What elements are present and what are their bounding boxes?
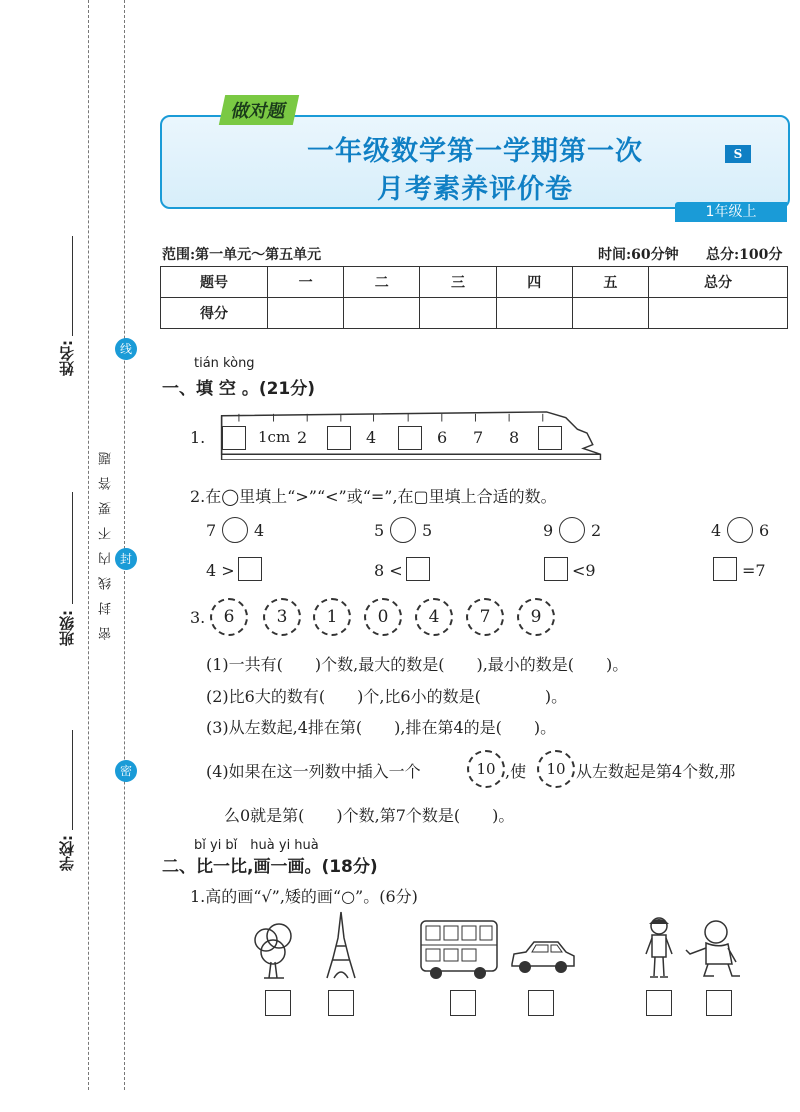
tree-icon bbox=[252, 922, 294, 980]
score-header-cell: 三 bbox=[420, 267, 496, 298]
number-token: 1 bbox=[313, 598, 351, 636]
car-icon bbox=[508, 938, 576, 976]
time-text: 时间:60分钟 bbox=[598, 247, 679, 263]
compare-circle[interactable] bbox=[559, 517, 585, 543]
number-token: 4 bbox=[415, 598, 453, 636]
s-badge: S bbox=[725, 145, 751, 163]
score-header-cell: 一 bbox=[268, 267, 344, 298]
score-cell[interactable] bbox=[572, 298, 648, 329]
q1-label: 1. bbox=[190, 428, 206, 447]
q2-left: 4 bbox=[711, 521, 722, 540]
ruler-box-5[interactable] bbox=[398, 426, 422, 450]
number-token: 7 bbox=[466, 598, 504, 636]
height-answer-box[interactable] bbox=[328, 990, 354, 1016]
school-blank[interactable] bbox=[72, 730, 73, 830]
q2-row2-text: 8 < bbox=[374, 561, 403, 580]
q2-right: 4 bbox=[254, 521, 265, 540]
compare-circle[interactable] bbox=[390, 517, 416, 543]
q2-row2-text: =7 bbox=[742, 561, 766, 580]
name-label: 姓名: bbox=[58, 340, 76, 376]
height-answer-box[interactable] bbox=[265, 990, 291, 1016]
title-banner bbox=[160, 95, 788, 220]
score-header-cell: 总分 bbox=[649, 267, 788, 298]
seal-mi-icon: 密 bbox=[115, 760, 137, 782]
score-cell[interactable] bbox=[649, 298, 788, 329]
s2-q1: 1.高的画“√”,矮的画“○”。(6分) bbox=[190, 887, 418, 906]
title-line-2: 月考素养评价卷 bbox=[377, 174, 573, 205]
seal-seal-icon: 封 bbox=[115, 548, 137, 570]
compare-circle[interactable] bbox=[222, 517, 248, 543]
height-answer-box[interactable] bbox=[646, 990, 672, 1016]
q2-right: 5 bbox=[422, 521, 433, 540]
q2-left: 9 bbox=[543, 521, 554, 540]
number-token-10: 10 bbox=[537, 750, 575, 788]
height-answer-box[interactable] bbox=[528, 990, 554, 1016]
q2-row2-text: <9 bbox=[572, 561, 596, 580]
q3-4b: ,使 bbox=[505, 762, 527, 781]
score-header-cell: 四 bbox=[496, 267, 572, 298]
q3-label: 3. bbox=[190, 608, 206, 627]
q2-text: 2.在◯里填上“>”“<”或“=”,在▢里填上合适的数。 bbox=[190, 487, 557, 506]
number-token: 3 bbox=[263, 598, 301, 636]
number-token: 6 bbox=[210, 598, 248, 636]
answer-box[interactable] bbox=[544, 557, 568, 581]
standing-boy-icon bbox=[644, 916, 674, 980]
section1-title: 一、填 空 。(21分) bbox=[162, 379, 316, 399]
class-blank[interactable] bbox=[72, 492, 73, 604]
ruler-box-9[interactable] bbox=[538, 426, 562, 450]
bus-icon bbox=[418, 917, 500, 981]
q2-left: 5 bbox=[374, 521, 385, 540]
score-header-cell: 题号 bbox=[161, 267, 268, 298]
ruler-label: 7 bbox=[473, 428, 484, 447]
ruler-label: 1cm bbox=[258, 428, 291, 446]
name-blank[interactable] bbox=[72, 236, 73, 336]
q2-left: 7 bbox=[206, 521, 217, 540]
score-table bbox=[160, 266, 788, 329]
score-cell[interactable] bbox=[420, 298, 496, 329]
section2-pinyin: bǐ yi bǐ huà yi huà bbox=[194, 838, 319, 853]
ruler-label: 6 bbox=[437, 428, 448, 447]
brand-tag: 做对题 bbox=[219, 95, 299, 125]
class-label: 班级: bbox=[58, 610, 76, 646]
number-token: 9 bbox=[517, 598, 555, 636]
height-answer-box[interactable] bbox=[706, 990, 732, 1016]
seal-notice: 密封线内不要答题 bbox=[99, 440, 114, 640]
q3-4a: (4)如果在这一列数中插入一个 bbox=[206, 762, 421, 781]
title-box bbox=[160, 115, 790, 209]
answer-box[interactable] bbox=[406, 557, 430, 581]
section2-title: 二、比一比,画一画。(18分) bbox=[162, 857, 378, 877]
score-header-row bbox=[161, 267, 788, 298]
score-header-cell: 五 bbox=[572, 267, 648, 298]
score-row bbox=[161, 298, 788, 329]
score-cell[interactable] bbox=[268, 298, 344, 329]
section1-pinyin: tián kòng bbox=[194, 356, 255, 371]
ruler-label: 4 bbox=[366, 428, 377, 447]
grade-label: 1年级上 bbox=[675, 202, 787, 222]
compare-circle[interactable] bbox=[727, 517, 753, 543]
answer-box[interactable] bbox=[238, 557, 262, 581]
score-cell[interactable] bbox=[344, 298, 420, 329]
q3-2: (2)比6大的数有( )个,比6小的数是( )。 bbox=[206, 687, 568, 706]
seal-line-icon: 线 bbox=[115, 338, 137, 360]
q2-right: 2 bbox=[591, 521, 602, 540]
total-text: 总分:100分 bbox=[706, 247, 783, 263]
crouching-boy-icon bbox=[684, 918, 744, 980]
q2-right: 6 bbox=[759, 521, 770, 540]
ruler-box-3[interactable] bbox=[327, 426, 351, 450]
score-header-cell: 二 bbox=[344, 267, 420, 298]
answer-box[interactable] bbox=[713, 557, 737, 581]
number-token: 0 bbox=[364, 598, 402, 636]
height-answer-box[interactable] bbox=[450, 990, 476, 1016]
ruler-label: 2 bbox=[297, 428, 308, 447]
school-label: 学校: bbox=[58, 835, 76, 871]
title-line-1: 一年级数学第一学期第一次 bbox=[307, 136, 643, 167]
q3-3: (3)从左数起,4排在第( ),排在第4的是( )。 bbox=[206, 718, 557, 737]
q3-4c: 从左数起是第4个数,那 bbox=[576, 762, 736, 781]
eiffel-tower-icon bbox=[324, 910, 358, 980]
q3-4d: 么0就是第( )个数,第7个数是( )。 bbox=[224, 806, 515, 825]
ruler-label: 8 bbox=[509, 428, 520, 447]
score-cell[interactable] bbox=[496, 298, 572, 329]
score-row-label: 得分 bbox=[161, 298, 268, 329]
ruler-box-0[interactable] bbox=[222, 426, 246, 450]
number-token-10: 10 bbox=[467, 750, 505, 788]
q3-1: (1)一共有( )个数,最大的数是( ),最小的数是( )。 bbox=[206, 655, 629, 674]
q2-row2-text: 4 > bbox=[206, 561, 235, 580]
scope-text: 范围:第一单元～第五单元 bbox=[162, 247, 322, 263]
